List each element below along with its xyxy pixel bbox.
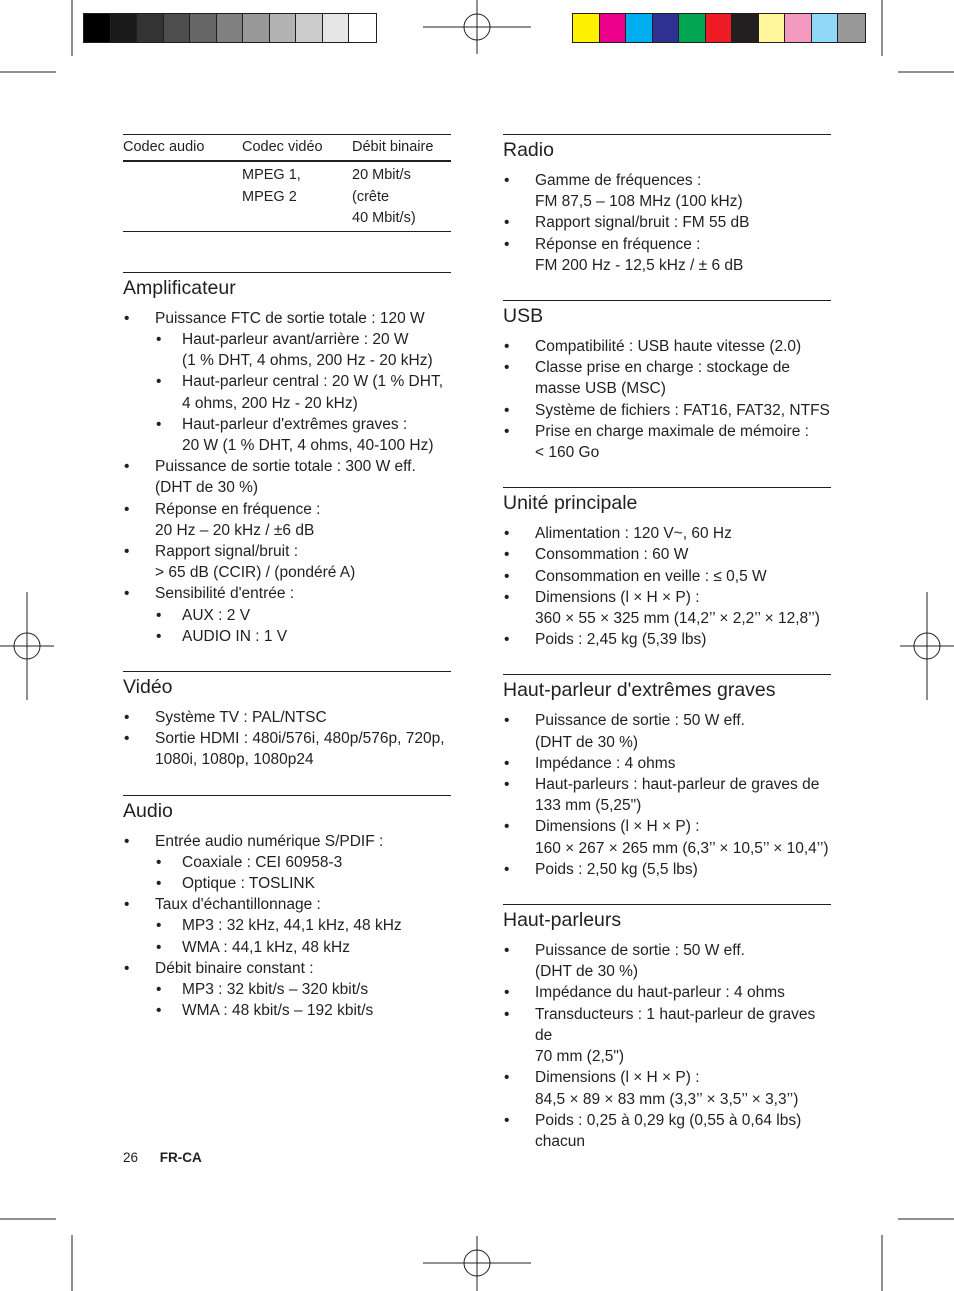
color-swatch: [243, 14, 270, 42]
item-line: (DHT de 30 %): [535, 963, 639, 981]
item-line: • Dimensions (l × H × P) :: [535, 588, 700, 606]
section-usb: [503, 300, 831, 463]
item-line: (DHT de 30 %): [535, 733, 639, 751]
sub-list-item: [155, 626, 451, 647]
item-line: • Impédance du haut-parleur : 4 ohms: [535, 984, 785, 1002]
list-item: [503, 940, 831, 982]
item-line: • Haut-parleur d'extrêmes graves :: [182, 415, 408, 433]
sub-list-item: [155, 1000, 451, 1021]
list-item: [503, 859, 831, 880]
list-item: [503, 421, 831, 463]
item-line: FM 87,5 – 108 MHz (100 kHz): [535, 193, 743, 211]
color-swatch: [812, 14, 839, 42]
header-bitrate: Débit binaire: [352, 135, 451, 162]
cell-video-codec: [242, 161, 352, 230]
list-item: [123, 831, 451, 895]
item-line: • Entrée audio numérique S/PDIF :: [155, 832, 384, 850]
sub-list-item: [155, 329, 451, 371]
item-line: • WMA : 48 kbit/s – 192 kbit/s: [182, 1002, 374, 1020]
sub-list-item: [155, 873, 451, 894]
left-column: [123, 134, 451, 1021]
sub-list-item: [155, 979, 451, 1000]
list-item: [503, 710, 831, 752]
item-line: 4 ohms, 200 Hz - 20 kHz): [182, 394, 358, 412]
item-line: • WMA : 44,1 kHz, 48 kHz: [182, 938, 350, 956]
list-item: [123, 499, 451, 541]
sub-list: [155, 915, 451, 957]
color-swatch: [164, 14, 191, 42]
item-line: • Réponse en fréquence :: [535, 235, 701, 253]
item-line: • Sortie HDMI : 480i/576i, 480p/576p, 720p,: [155, 730, 445, 748]
item-line: 360 × 55 × 325 mm (14,2’’ × 2,2’’ × 12,8’’): [535, 610, 820, 628]
gray-color-bar: [83, 13, 377, 43]
spec-list: [123, 831, 451, 1022]
item-line: > 65 dB (CCIR) / (pondéré A): [155, 564, 356, 582]
item-line: • Dimensions (l × H × P) :: [535, 1069, 700, 1087]
page-number: 26: [123, 1150, 139, 1165]
item-line: • Dimensions (l × H × P) :: [535, 818, 700, 836]
list-item: [123, 958, 451, 1022]
item-line: (DHT de 30 %): [155, 479, 259, 497]
item-line: • Puissance de sortie : 50 W eff.: [535, 942, 745, 960]
cell-line: MPEG 1,: [242, 167, 301, 184]
section-title: Amplificateur: [123, 276, 236, 299]
item-line: • Haut-parleurs : haut-parleur de graves de: [535, 776, 820, 794]
item-line: • Impédance : 4 ohms: [535, 754, 676, 772]
list-item: [503, 1067, 831, 1109]
cell-line: MPEG 2: [242, 188, 297, 205]
item-line: • Rapport signal/bruit : FM 55 dB: [535, 214, 750, 232]
list-item: [123, 707, 451, 728]
list-item: [503, 816, 831, 858]
item-line: • Optique : TOSLINK: [182, 874, 315, 892]
item-line: • MP3 : 32 kbit/s – 320 kbit/s: [182, 980, 369, 998]
section-audio: [123, 795, 451, 1022]
item-line: 1080i, 1080p, 1080p24: [155, 751, 314, 769]
item-line: < 160 Go: [535, 444, 600, 462]
spec-list: [503, 523, 831, 650]
list-item: [123, 456, 451, 498]
list-item: [503, 774, 831, 816]
item-line: • Sensibilité d'entrée :: [155, 585, 295, 603]
cell-bitrate: [352, 161, 451, 230]
color-swatch: [679, 14, 706, 42]
item-line: • Haut-parleur avant/arrière : 20 W: [182, 330, 409, 348]
list-item: [503, 982, 831, 1003]
item-line: 160 × 267 × 265 mm (6,3’’ × 10,5’’ × 10,4’’): [535, 839, 829, 857]
section-title: Vidéo: [123, 675, 173, 698]
cell-audio-codec: [123, 161, 242, 230]
list-item: [123, 894, 451, 958]
spec-list: [503, 170, 831, 276]
section-amplificateur: [123, 272, 451, 647]
item-line: • Haut-parleur central : 20 W (1 % DHT,: [182, 373, 444, 391]
color-swatch: [732, 14, 759, 42]
list-item: [503, 1110, 831, 1152]
codec-table-header: [123, 135, 451, 162]
item-line: • Consommation en veille : ≤ 0,5 W: [535, 567, 767, 585]
list-item: [123, 728, 451, 770]
sub-list-item: [155, 915, 451, 936]
list-item: [503, 587, 831, 629]
section-title: Unité principale: [503, 492, 638, 515]
item-line: • Réponse en fréquence :: [155, 500, 321, 518]
item-line: • Poids : 2,50 kg (5,5 lbs): [535, 860, 698, 878]
list-item: [123, 541, 451, 583]
color-swatch: [349, 14, 376, 42]
color-swatch: [323, 14, 350, 42]
sub-list: [155, 979, 451, 1021]
section-haut-parleurs: [503, 904, 831, 1152]
list-item: [503, 400, 831, 421]
section-title: USB: [503, 305, 544, 328]
color-swatch: [296, 14, 323, 42]
item-line: 20 Hz – 20 kHz / ±6 dB: [155, 521, 315, 539]
list-item: [503, 523, 831, 544]
page-footer: [123, 1150, 202, 1165]
spec-list: [503, 710, 831, 880]
header-audio-codec: Codec audio: [123, 135, 242, 162]
item-line: • Compatibilité : USB haute vitesse (2.0): [535, 338, 802, 356]
item-line: • Système TV : PAL/NTSC: [155, 708, 327, 726]
list-item: [503, 753, 831, 774]
color-swatch: [111, 14, 138, 42]
item-line: 84,5 × 89 × 83 mm (3,3’’ × 3,5’’ × 3,3’’): [535, 1090, 799, 1108]
item-line: masse USB (MSC): [535, 380, 666, 398]
color-swatch: [137, 14, 164, 42]
item-line: FM 200 Hz - 12,5 kHz / ± 6 dB: [535, 256, 744, 274]
item-line: • Transducteurs : 1 haut-parleur de graves de: [535, 1005, 816, 1044]
color-swatch: [600, 14, 627, 42]
color-swatch: [190, 14, 217, 42]
color-swatch: [217, 14, 244, 42]
section-radio: [503, 134, 831, 276]
table-row: [123, 161, 451, 230]
item-line: • AUX : 2 V: [182, 606, 251, 624]
color-swatch: [626, 14, 653, 42]
section-title: Haut-parleur d'extrêmes graves: [503, 679, 776, 702]
sub-list: [155, 605, 451, 647]
item-line: • Système de fichiers : FAT16, FAT32, NTFS: [535, 401, 830, 419]
color-swatch: [84, 14, 111, 42]
section-title: Radio: [503, 139, 554, 161]
color-swatch: [759, 14, 786, 42]
sub-list-item: [155, 937, 451, 958]
sub-list-item: [155, 605, 451, 626]
codec-table: [123, 134, 451, 230]
item-line: • Poids : 2,45 kg (5,39 lbs): [535, 631, 707, 649]
list-item: [123, 583, 451, 647]
process-color-bar: [572, 13, 866, 43]
cell-line: (crête: [352, 188, 390, 205]
item-line: • Coaxiale : CEI 60958-3: [182, 853, 343, 871]
section-unite-principale: [503, 487, 831, 650]
item-line: • Gamme de fréquences :: [535, 172, 702, 189]
color-swatch: [785, 14, 812, 42]
codec-table-wrap: [123, 134, 451, 232]
color-swatch: [573, 14, 600, 42]
sub-list-item: [155, 852, 451, 873]
section-title: Audio: [123, 799, 173, 822]
item-line: • Consommation : 60 W: [535, 546, 689, 564]
item-line: (1 % DHT, 4 ohms, 200 Hz - 20 kHz): [182, 352, 433, 370]
item-line: • Puissance de sortie totale : 300 W eff.: [155, 458, 416, 476]
header-video-codec: Codec vidéo: [242, 135, 352, 162]
sub-list-item: [155, 414, 451, 456]
item-line: • Puissance de sortie : 50 W eff.: [535, 712, 745, 730]
cell-line: 20 Mbit/s: [352, 167, 411, 184]
list-item: [503, 234, 831, 276]
right-column: [503, 134, 831, 1152]
item-line: 133 mm (5,25"): [535, 797, 642, 815]
list-item: [503, 629, 831, 650]
item-line: • MP3 : 32 kHz, 44,1 kHz, 48 kHz: [182, 917, 402, 935]
color-swatch: [270, 14, 297, 42]
list-item: [503, 1004, 831, 1068]
item-line: 20 W (1 % DHT, 4 ohms, 40-100 Hz): [182, 436, 434, 454]
left-sections: [123, 272, 451, 1022]
spec-list: [123, 308, 451, 647]
item-line: • Prise en charge maximale de mémoire :: [535, 422, 809, 440]
list-item: [503, 544, 831, 565]
section-haut-parleur-d-extremes-graves: [503, 674, 831, 880]
list-item: [503, 566, 831, 587]
item-line: 70 mm (2,5"): [535, 1048, 625, 1066]
color-swatch: [706, 14, 733, 42]
item-line: • Puissance FTC de sortie totale : 120 W: [155, 309, 425, 327]
item-line: • Rapport signal/bruit :: [155, 542, 299, 560]
item-line: • Taux d'échantillonnage :: [155, 896, 321, 914]
sub-list-item: [155, 371, 451, 413]
list-item: [503, 357, 831, 399]
list-item: [503, 170, 831, 212]
spec-list: [123, 707, 451, 771]
spec-list: [503, 940, 831, 1152]
item-line: • Alimentation : 120 V~, 60 Hz: [535, 525, 732, 543]
item-line: • Classe prise en charge : stockage de: [535, 359, 791, 377]
color-swatch: [653, 14, 680, 42]
item-line: • AUDIO IN : 1 V: [182, 627, 288, 645]
item-line: • Débit binaire constant :: [155, 959, 314, 977]
item-line: • Poids : 0,25 à 0,29 kg (0,55 à 0,64 lbs) chacun: [535, 1111, 802, 1150]
sub-list: [155, 329, 451, 456]
spec-list: [503, 336, 831, 463]
section-title: Haut-parleurs: [503, 909, 622, 932]
sub-list: [155, 852, 451, 894]
list-item: [123, 308, 451, 456]
list-item: [503, 336, 831, 357]
list-item: [503, 212, 831, 233]
color-swatch: [838, 14, 865, 42]
section-video: [123, 671, 451, 771]
locale-code: FR-CA: [159, 1150, 202, 1165]
cell-line: 40 Mbit/s): [352, 210, 416, 227]
